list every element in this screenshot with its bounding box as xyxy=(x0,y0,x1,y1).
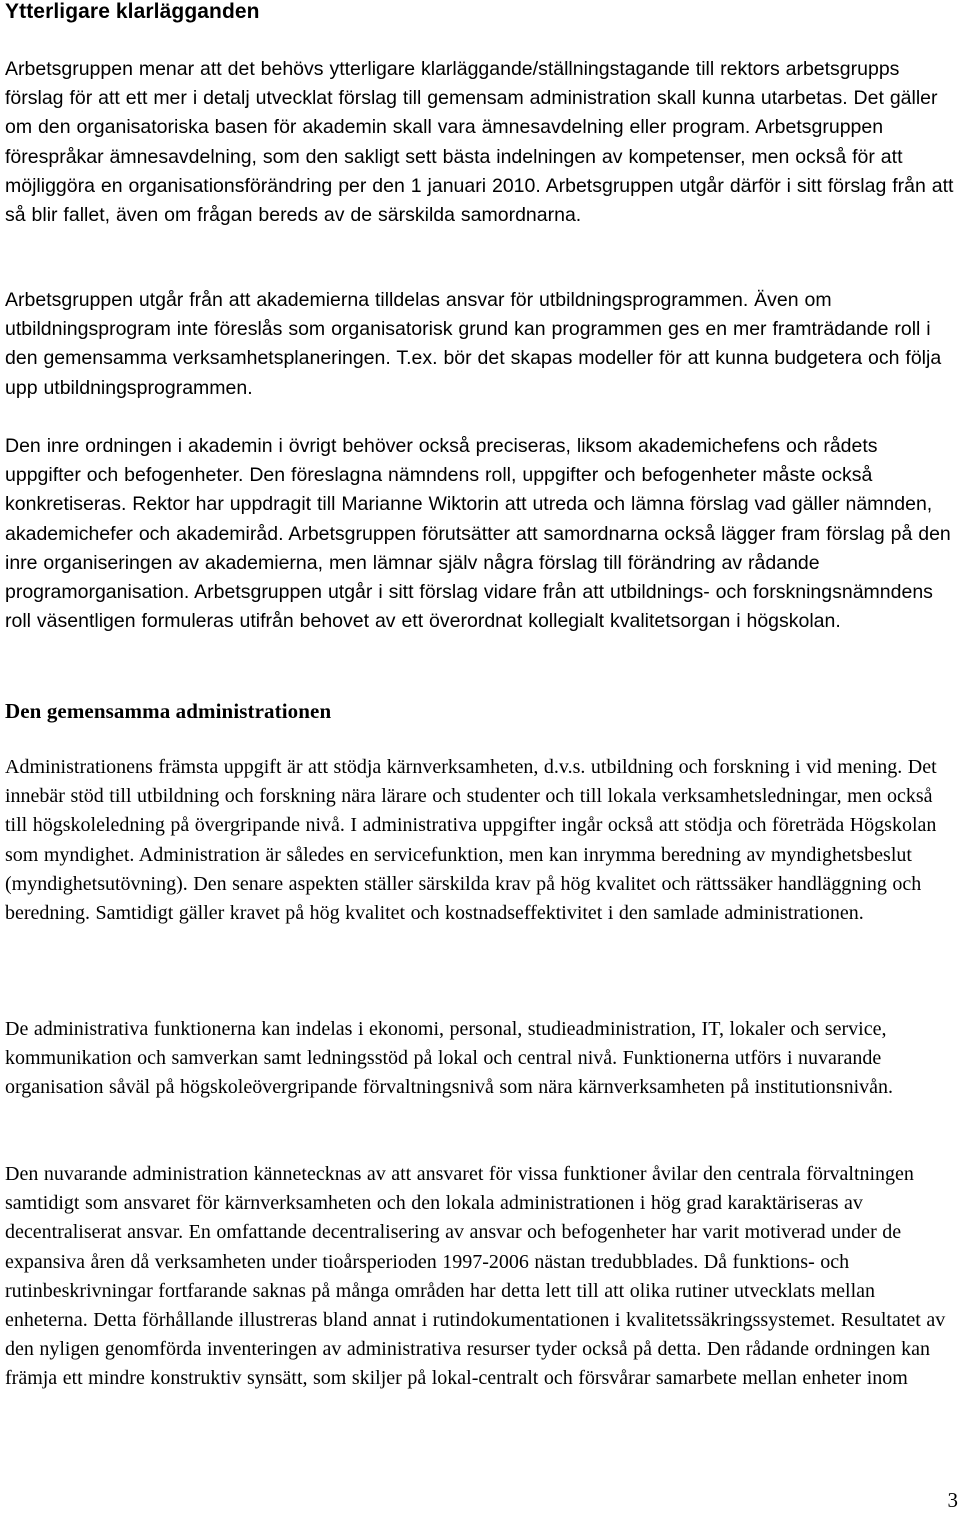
paragraph: Den nuvarande administration kännetecknas av att ansvaret för vissa funktioner åvilar den centrala förvaltningen samtidigt som ansvaret för kärnverksamheten och den lokala administrationen i hög grad karaktäriseras av decentraliserat ansvar. En omfattande decentralisering av ansvar och befogenheter har varit motiverad under de expansiva åren då verksamheten under tioårsperioden 1997-2006 nästan tredubblades. Då funktions- och rutinbeskrivningar fortfarande saknas på många områden har detta lett till att olika rutiner utvecklats mellan enheterna. Detta förhållande illustreras bland annat i rutindokumentationen i kvalitetssäkringssystemet. Resultatet av den nyligen genomförda inventeringen av administrativa resurser tyder också på detta. Den rådande ordningen kan främja ett mindre konstruktiv synsätt, som skiljer på lokal-centralt och försvårar samarbete mellan enheter inom xyxy=(5,1163,946,1390)
section-heading: Den gemensamma administrationen xyxy=(5,699,332,723)
paragraph: Arbetsgruppen utgår från att akademierna tilldelas ansvar för utbildningsprogrammen. Även om utbildningsprogram inte föreslås som organisatorisk grund kan programmen ges en mer framträdande roll i den gemensamma verksamhetsplaneringen. T.ex. bör det skapas modeller för att kunna budgetera och följa upp utbildningsprogrammen. xyxy=(5,289,942,399)
page-number: 3 xyxy=(947,1488,958,1512)
paragraph: Arbetsgruppen menar att det behövs ytterligare klarläggande/ställningstagande till rektors arbetsgrupps förslag för att ett mer i detalj utvecklat förslag till gemensam administration skall kunna utarbetas. Det gäller om den organisatoriska basen för akademin skall vara ämnesavdelning eller program. Arbetsgruppen förespråkar ämnesavdelning, som den sakligt sett bästa indelningen av kompetenser, men också för att möjliggöra en organisationsförändring per den 1 januari 2010. Arbetsgruppen utgår därför i sitt förslag från att så blir fallet, även om frågan bereds av de särskilda samordnarna. xyxy=(5,58,954,227)
paragraph: De administrativa funktionerna kan indelas i ekonomi, personal, studieadministration, IT, lokaler och service, kommunikation och samverkan samt ledningsstöd på lokal och central nivå. Funktionerna utförs i nuvarande organisation såväl på högskoleövergripande förvaltningsnivå som nära kärnverksamheten på institutionsnivån. xyxy=(5,1018,893,1099)
paragraph: Den inre ordningen i akademin i övrigt behöver också preciseras, liksom akademichefens och rådets uppgifter och befogenheter. Den föreslagna nämndens roll, uppgifter och befogenheter måste också konkretiseras. Rektor har uppdragit till Marianne Wiktorin att utreda och lämna förslag vad gäller nämnden, akademichefer och akademiråd. Arbetsgruppen förutsätter att samordnarna också lägger fram förslag på den inre organiseringen av akademierna, men lämnar själv några förslag till förändring av rådande programorganisation. Arbetsgruppen utgår i sitt förslag vidare från att utbildnings- och forskningsnämndens roll väsentligen formuleras utifrån behovet av ett överordnat kollegialt kvalitetsorgan i högskolan. xyxy=(5,435,951,633)
section-heading: Ytterligare klarlägganden xyxy=(5,0,260,23)
paragraph: Administrationens främsta uppgift är att stödja kärnverksamheten, d.v.s. utbildning och forskning i vid mening. Det innebär stöd till utbildning och forskning nära lärare och studenter och till lokala verksamhetsledningar, men också till högskoleledning på övergripande nivå. I administrativa uppgifter ingår också att stödja och företräda Högskolan som myndighet. Administration är således en servicefunktion, men kan inrymma beredning av myndighetsbeslut (myndighetsutövning). Den senare aspekten ställer särskilda krav på hög kvalitet och rättssäker handläggning och beredning. Samtidigt gäller kravet på hög kvalitet och kostnadseffektivitet i den samlade administrationen. xyxy=(5,756,937,925)
